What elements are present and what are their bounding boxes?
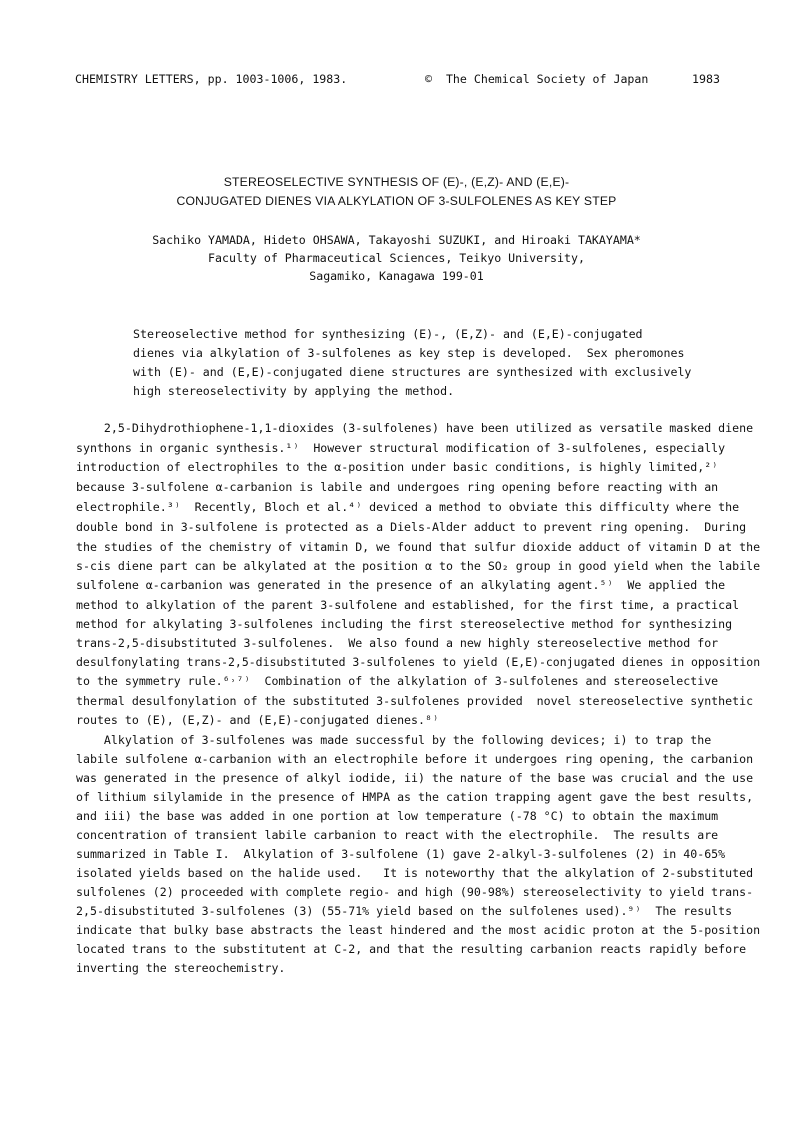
body-line: desulfonylating trans-2,5-disubstituted 3-sulfolenes to yield (E,E)-conjugated dienes in opposition	[76, 655, 761, 669]
body-line: isolated yields based on the halide used. It is noteworthy that the alkylation of 2-substituted	[76, 866, 754, 880]
body-line: sulfolene α-carbanion was generated in the presence of an alkylating agent.⁵⁾ We applied the	[76, 578, 726, 592]
author-list: Sachiko YAMADA, Hideto OHSAWA, Takayoshi SUZUKI, and Hiroaki TAKAYAMA*	[152, 233, 641, 247]
title-line-2: CONJUGATED DIENES VIA ALKYLATION OF 3-SULFOLENES AS KEY STEP	[176, 194, 617, 208]
body-line: method for alkylating 3-sulfolenes including the first stereoselective method for synthesizing	[76, 617, 733, 631]
body-line: summarized in Table I. Alkylation of 3-sulfolene (1) gave 2-alkyl-3-sulfolenes (2) in 40-65%	[76, 847, 726, 861]
header-year: 1983	[692, 72, 720, 86]
body-line: s-cis diene part can be alkylated at the position α to the SO₂ group in good yield when the labile	[76, 559, 761, 573]
abstract-line: with (E)- and (E,E)-conjugated diene structures are synthesized with exclusively	[133, 365, 692, 379]
body-line: was generated in the presence of alkyl iodide, ii) the nature of the base was crucial and the use	[76, 771, 754, 785]
body-line: located trans to the substitutent at C-2, and that the resulting carbanion reacts rapidly before	[76, 942, 747, 956]
copyright-notice: © The Chemical Society of Japan	[425, 72, 649, 86]
body-line: method to alkylation of the parent 3-sulfolene and established, for the first time, a practical	[76, 598, 740, 612]
body-line: 2,5-disubstituted 3-sulfolenes (3) (55-71% yield based on the sulfolenes used).⁹⁾ The results	[76, 904, 733, 918]
body-line: synthons in organic synthesis.¹⁾ However structural modification of 3-sulfolenes, especially	[76, 441, 726, 455]
abstract-line: high stereoselectivity by applying the method.	[133, 384, 455, 398]
abstract-line: dienes via alkylation of 3-sulfolenes as key step is developed. Sex pheromones	[133, 346, 685, 360]
body-line: Alkylation of 3-sulfolenes was made successful by the following devices; i) to trap the	[76, 733, 712, 747]
body-line: the studies of the chemistry of vitamin D, we found that sulfur dioxide adduct of vitamin D at the	[76, 540, 761, 554]
body-line: to the symmetry rule.⁶˒⁷⁾ Combination of the alkylation of 3-sulfolenes and stereoselective	[76, 674, 719, 688]
body-line: indicate that bulky base abstracts the least hindered and the most acidic proton at the 5-position	[76, 923, 761, 937]
body-line: introduction of electrophiles to the α-position under basic conditions, is highly limited,²⁾	[76, 460, 719, 474]
body-line: electrophile.³⁾ Recently, Bloch et al.⁴⁾ deviced a method to obviate this difficulty where the	[76, 500, 740, 514]
body-line: double bond in 3-sulfolene is protected as a Diels-Alder adduct to prevent ring opening. During	[76, 520, 747, 534]
body-line: sulfolenes (2) proceeded with complete regio- and high (90-98%) stereoselectivity to yield trans-	[76, 885, 754, 899]
body-line: thermal desulfonylation of the substituted 3-sulfolenes provided novel stereoselective synthetic	[76, 694, 754, 708]
body-line: inverting the stereochemistry.	[76, 961, 286, 975]
body-line: labile sulfolene α-carbanion with an electrophile before it undergoes ring opening, the carbanion	[76, 752, 754, 766]
abstract-line: Stereoselective method for synthesizing (E)-, (E,Z)- and (E,E)-conjugated	[133, 327, 643, 341]
body-line: trans-2,5-disubstituted 3-sulfolenes. We also found a new highly stereoselective method for	[76, 636, 719, 650]
affiliation: Faculty of Pharmaceutical Sciences, Teikyo University,	[208, 251, 585, 265]
body-line: concentration of transient labile carbanion to react with the electrophile. The results are	[76, 828, 719, 842]
body-line: and iii) the base was added in one portion at low temperature (-78 °C) to obtain the maximum	[76, 809, 719, 823]
journal-citation: CHEMISTRY LETTERS, pp. 1003-1006, 1983.	[75, 72, 348, 86]
title-line-1: STEREOSELECTIVE SYNTHESIS OF (E)-, (E,Z)- AND (E,E)-	[223, 175, 570, 189]
address: Sagamiko, Kanagawa 199-01	[309, 269, 484, 283]
body-line: routes to (E), (E,Z)- and (E,E)-conjugated dienes.⁸⁾	[76, 713, 439, 727]
body-line: of lithium silylamide in the presence of HMPA as the cation trapping agent gave the best results,	[76, 790, 754, 804]
body-line: 2,5-Dihydrothiophene-1,1-dioxides (3-sulfolenes) have been utilized as versatile masked diene	[76, 421, 754, 435]
body-line: because 3-sulfolene α-carbanion is labile and undergoes ring opening before reacting with an	[76, 480, 719, 494]
